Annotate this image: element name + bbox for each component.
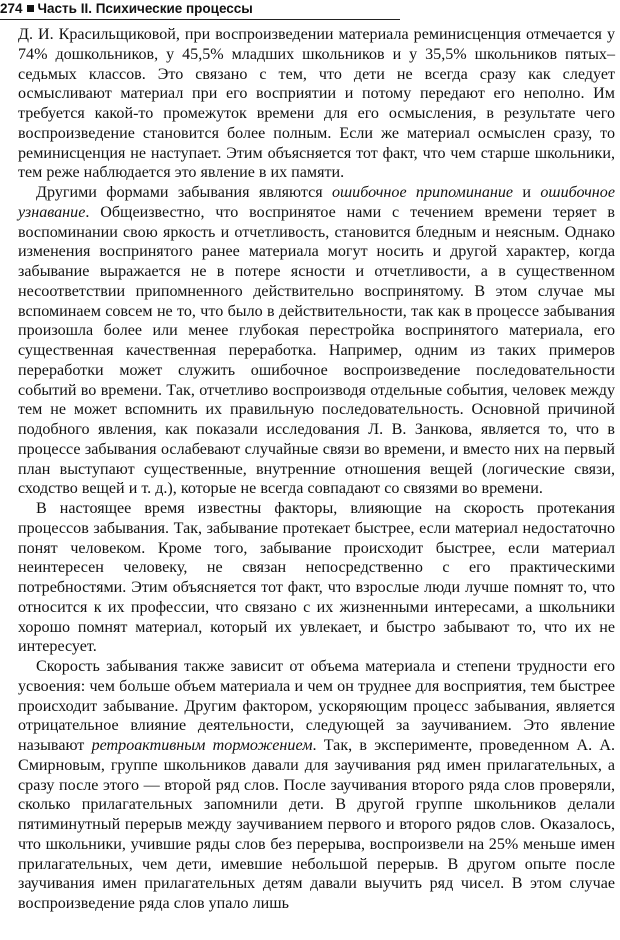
paragraph-2 bbox=[18, 183, 615, 499]
header-rule bbox=[0, 19, 400, 20]
paragraph-1 bbox=[18, 25, 615, 183]
paragraph-text: Скорость забывания также зависит от объема материала и степени трудности его усвоения: чем больше объем материала и чем он труднее для восприятия, тем быстрее происходит забывание. Другим фактором, ускоряющим процесс забывания, является отрицательное влияние деятельности, следующей за заучиванием. Это явление называют bbox=[18, 658, 615, 754]
paragraph-text: и bbox=[513, 184, 541, 201]
paragraph-text: Д. И. Красильщиковой, при воспроизведении материала реминисценция отмечается у 74% дошкольников, у 45,5% младших школьников и у 35,5% школьников пятых–седьмых классов. Это связано с тем, что дети не всегда сразу как следует осмысливают материал при его восприятии и потому передают его неполно. Им требуется какой-то промежуток времени для его осмысления, в результате чего воспроизведение становится более полным. Если же материал осмыслен сразу, то реминисценция не наступает. Этим объясняется тот факт, что чем старше школьники, тем реже наблюдается это явление в их памяти. bbox=[18, 26, 615, 182]
body-text bbox=[18, 25, 615, 914]
paragraph-text: Другими формами забывания являются bbox=[36, 184, 332, 201]
square-bullet-icon bbox=[27, 5, 34, 12]
page-number: 274 bbox=[0, 1, 23, 16]
running-header bbox=[0, 0, 400, 20]
paragraph-text: В настоящее время известны факторы, влияющие на скорость протекания процессов забывания. Так, забывание протекает быстрее, если материал недостаточно понят человеком. Кроме того, забывание происходит быстрее, если материал неинтересен человеку, не связан непосредственно с его практическими потребностями. Этим объясняется тот факт, что взрослые люди лучше помнят то, что относится к их профессии, что связано с их жизненными интересами, а школьники хорошо помнят материал, который их увлекает, и быстро забывают то, что их не интересует. bbox=[18, 500, 615, 656]
section-title: Часть II. Психические процессы bbox=[37, 1, 253, 16]
paragraph-3 bbox=[18, 499, 615, 657]
paragraph-text: . Так, в эксперименте, проведенном А. А. Смирновым, группе школьников давали для заучивания ряд имен прилагательных, а сразу после этого — второй ряд слов. После заучивания второго ряда слов проверяли, сколько прилагательных запомнили дети. В другой группе школьников делали пятиминутный перерыв между заучиванием первого и второго рядов слов. Оказалось, что школьники, учившие ряды слов без перерыва, воспроизвели на 25% меньше имен прилагательных, чем дети, имевшие небольшой перерыв. В другом опыте после заучивания имен прилагательных детям давали выучить ряд чисел. В этом случае воспроизведение ряда слов упало лишь bbox=[18, 737, 615, 912]
paragraph-text: . Общеизвестно, что воспринятое нами с течением времени теряет в воспоминании свою яркость и отчетливость, становится бледным и неясным. Однако изменения воспринятого ранее материала могут носить и другой характер, когда забывание выражается не в потере ясности и отчетливости, а в существенном несоответствии припомненного действительно воспринятому. В этом случае мы вспоминаем совсем не то, что было в действительности, так как в процессе забывания произошла более или менее глубокая перестройка воспринятого материала, его существенная качественная переработка. Например, одним из таких примеров переработки может служить ошибочное воспроизведение последовательности событий во времени. Так, отчетливо воспроизводя отдельные события, человек между тем не может вспомнить их правильную последовательность. Основной причиной подобного явления, как показали исследования Л. В. Занкова, является то, что в процессе забывания ослабевают случайные связи во времени, и вместо них на первый план выступают существенные, внутренние отношения вещей (логические связи, сходство вещей и т. д.), которые не всегда совпадают со связями во времени. bbox=[18, 203, 615, 498]
paragraph-4 bbox=[18, 657, 615, 914]
term-erroneous-recognition: ошибочное узнавание bbox=[18, 184, 615, 221]
term-erroneous-recall: ошибочное припоминание bbox=[331, 184, 514, 201]
term-retroactive-inhibition: ретроактивным торможением bbox=[91, 737, 313, 754]
